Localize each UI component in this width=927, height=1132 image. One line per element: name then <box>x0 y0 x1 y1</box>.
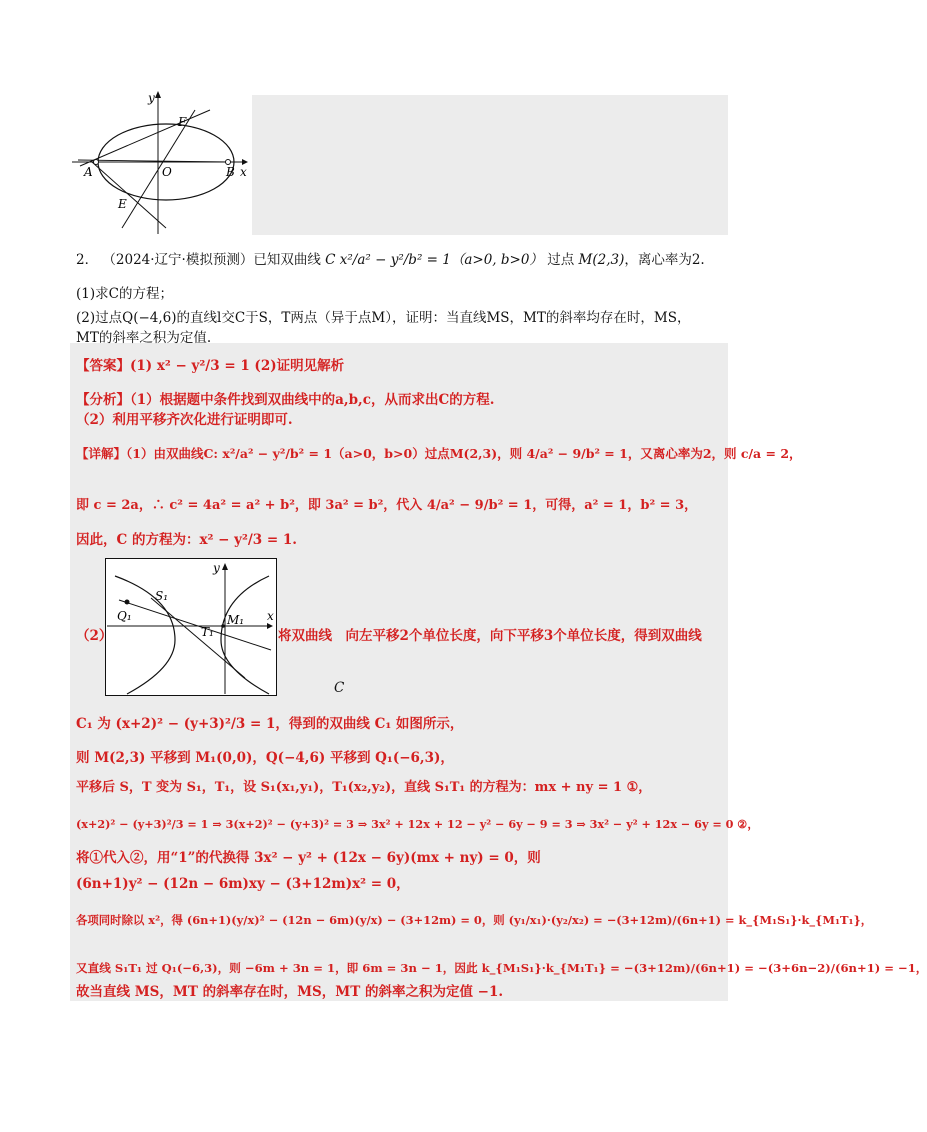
point-M: M(2,3) <box>578 252 625 268</box>
detail-line-4: C₁ 为 (x+2)² − (y+3)²/3 = 1，得到的双曲线 C₁ 如图所示， <box>76 716 464 732</box>
hyperbola-equation: x²/a² − y²/b² = 1（a>0, b>0） <box>339 252 543 268</box>
stem-pre: 已知双曲线 <box>253 252 321 268</box>
point-A <box>94 160 99 165</box>
answer-line <box>76 356 344 376</box>
part2-C: C <box>334 680 345 696</box>
label-E: E <box>118 197 127 211</box>
detail-line-3: 因此，C 的方程为：x² − y²/3 = 1. <box>76 532 298 548</box>
stem-post: ，离心率为2. <box>624 252 705 268</box>
detail-line-2: 即 c = 2a，∴ c² = 4a² = a² + b²，即 3a² = b²，代入 4/a² − 9/b² = 1，可得，a² = 1，b² = 3， <box>76 498 698 513</box>
label-O: O <box>162 165 172 179</box>
label-T1: T₁ <box>201 625 214 639</box>
answer-tag: 【答案】 <box>76 358 130 374</box>
label-y: y <box>148 91 155 105</box>
figure-background <box>252 95 728 235</box>
analysis-text-1: （1）根据题中条件找到双曲线中的a,b,c，从而求出C的方程. <box>130 392 495 408</box>
line-AF <box>80 110 210 166</box>
analysis-line-1 <box>76 390 494 410</box>
analysis-line-2: （2）利用平移齐次化进行证明即可. <box>76 412 293 428</box>
answer-text: (1) x² − y²/3 = 1 (2)证明见解析 <box>130 358 345 374</box>
stem-mid: 过点 <box>547 252 575 268</box>
question-1: (1)求C的方程； <box>76 286 173 302</box>
line-AE <box>92 162 166 228</box>
hyperbola-figure <box>105 558 277 696</box>
question-2b: MT的斜率之积为定值. <box>76 330 212 346</box>
label-F: F <box>178 115 187 129</box>
label-x: x <box>240 165 247 179</box>
y-axis-arrow-icon <box>155 91 161 98</box>
label-A: A <box>84 165 93 179</box>
label-Q1: Q₁ <box>117 609 132 623</box>
part2-text: 将双曲线 向左平移2个单位长度，向下平移3个单位长度，得到双曲线 <box>278 628 702 644</box>
point-B <box>226 160 231 165</box>
detail-line-8: 将①代入②，用“1”的代换得 3x² − y² + (12x − 6y)(mx + ny) = 0，则 <box>76 850 541 866</box>
detail-tag: 【详解】 <box>76 446 127 461</box>
question-2a: (2)过点Q(−4,6)的直线l交C于S，T两点（异于点M），证明：当直线MS，MT的斜率均存在时，MS， <box>76 310 691 326</box>
detail-line-7: (x+2)² − (y+3)²/3 = 1 ⇒ 3(x+2)² − (y+3)² = 3 ⇒ 3x² + 12x + 12 − y² − 6y − 9 = 3 ⇒ 3x² − y² + 12x − 6y = 0 ②， <box>76 817 759 831</box>
detail-line-5: 则 M(2,3) 平移到 M₁(0,0)，Q(−4,6) 平移到 Q₁(−6,3)， <box>76 750 454 766</box>
problem-stem <box>76 250 705 270</box>
point-Q1 <box>125 600 130 605</box>
detail-line-6: 平移后 S，T 变为 S₁，T₁，设 S₁(x₁,y₁)，T₁(x₂,y₂)，直线 S₁T₁ 的方程为：mx + ny = 1 ①， <box>76 780 652 795</box>
problem-number: 2． <box>76 252 99 268</box>
detail-line-11: 又直线 S₁T₁ 过 Q₁(−6,3)，则 −6m + 3n = 1，即 6m = 3n − 1，因此 k_{M₁S₁}·k_{M₁T₁} = −(3+12m)/(6n+1) = −(3+6n−2)/(6n+1) = −1， <box>76 961 927 975</box>
analysis-tag: 【分析】 <box>76 392 130 408</box>
ellipse-figure <box>70 88 250 236</box>
label-x: x <box>267 609 274 623</box>
detail-line-9: (6n+1)y² − (12n − 6m)xy − (3+12m)x² = 0， <box>76 876 410 892</box>
label-y: y <box>213 561 220 575</box>
curve-name: C <box>325 252 336 268</box>
label-S1: S₁ <box>155 589 169 603</box>
part2-prefix: （2） <box>76 628 113 644</box>
detail-text-1: （1）由双曲线C: x²/a² − y²/b² = 1（a>0，b>0）过点M(2,3)，则 4/a² − 9/b² = 1，又离心率为2，则 c/a = 2， <box>126 446 802 461</box>
label-M1: M₁ <box>227 613 245 627</box>
detail-line-1 <box>76 444 802 464</box>
label-B: B <box>226 165 235 179</box>
problem-source: （2024·辽宁·模拟预测） <box>102 252 254 268</box>
point-M1 <box>221 624 225 628</box>
detail-line-12: 故当直线 MS，MT 的斜率存在时，MS，MT 的斜率之积为定值 −1. <box>76 984 504 1000</box>
detail-line-10: 各项同时除以 x²，得 (6n+1)(y/x)² − (12n − 6m)(y/x) − (3+12m) = 0，则 (y₁/x₁)·(y₂/x₂) = −(3+12m)/(6n+1) = k_{M₁S₁}·k_{M₁T₁}， <box>76 913 873 927</box>
